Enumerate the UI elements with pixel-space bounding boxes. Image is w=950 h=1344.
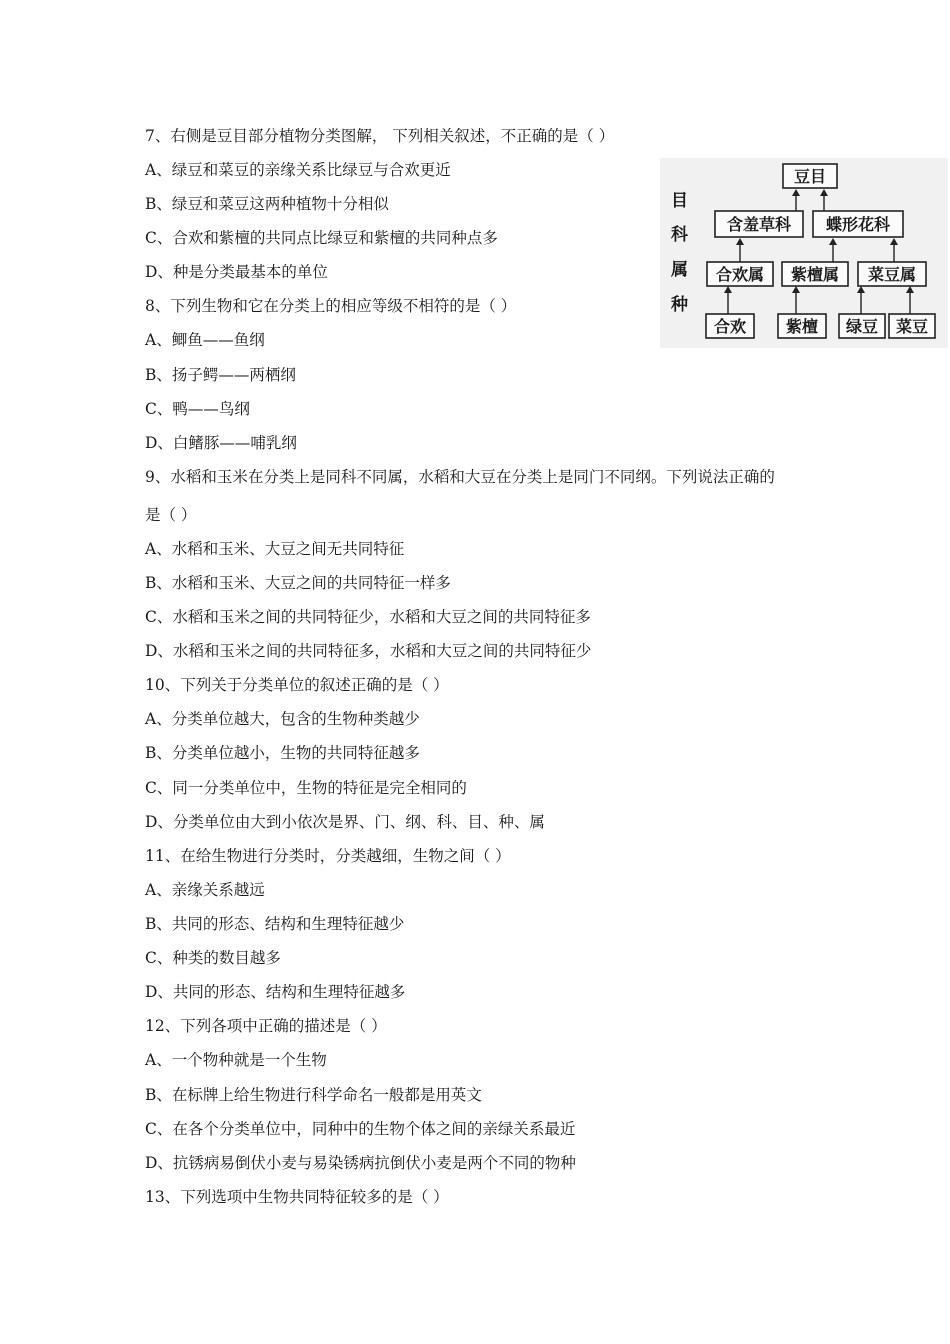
q11-option-a: A、亲缘关系越远	[145, 881, 265, 899]
q7-option-b: B、绿豆和菜豆这两种植物十分相似	[145, 195, 389, 213]
q7-option-d: D、种是分类最基本的单位	[145, 263, 328, 281]
q7-option-a: A、绿豆和菜豆的亲缘关系比绿豆与合欢更近	[145, 161, 451, 179]
rank-label-family: 科	[671, 225, 688, 245]
q10-stem: 10、下列关于分类单位的叙述正确的是（ ）	[145, 676, 449, 694]
arrow-head	[857, 286, 865, 293]
q8-stem: 8、下列生物和它在分类上的相应等级不相符的是（ ）	[145, 297, 517, 315]
arrow-head	[724, 286, 732, 293]
q9-stem-cont: 是（ ）	[145, 506, 197, 524]
q8-option-c: C、鸭——鸟纲	[145, 400, 250, 418]
node-genus-3-label: 菜豆属	[867, 265, 917, 284]
classification-diagram	[660, 158, 948, 348]
q12-option-a: A、一个物种就是一个生物	[145, 1051, 327, 1069]
node-genus-1-label: 合欢属	[715, 265, 765, 284]
node-order-label: 豆目	[793, 167, 827, 186]
arrow-head	[906, 286, 914, 293]
q12-stem: 12、下列各项中正确的描述是（ ）	[145, 1017, 387, 1035]
node-species-4-label: 菜豆	[895, 317, 929, 336]
q13-stem: 13、下列选项中生物共同特征较多的是（ ）	[145, 1188, 449, 1206]
q10-option-d: D、分类单位由大到小依次是界、门、纲、科、目、种、属	[145, 813, 545, 831]
q12-option-b: B、在标牌上给生物进行科学命名一般都是用英文	[145, 1086, 482, 1104]
q9-option-a: A、水稻和玉米、大豆之间无共同特征	[145, 540, 405, 558]
q8-option-a: A、鲫鱼——鱼纲	[145, 331, 265, 349]
q11-stem: 11、在给生物进行分类时，分类越细，生物之间（ ）	[145, 847, 511, 865]
arrow-head	[829, 238, 837, 245]
node-family-1-label: 含羞草科	[726, 215, 792, 234]
q10-option-c: C、同一分类单位中，生物的特征是完全相同的	[145, 779, 467, 797]
classification-diagram-svg	[660, 158, 948, 348]
rank-label-genus: 属	[671, 260, 688, 280]
q11-option-c: C、种类的数目越多	[145, 949, 281, 967]
node-genus-2-label: 紫檀属	[790, 265, 840, 284]
rank-label-order: 目	[671, 191, 688, 211]
q7-stem: 7、右侧是豆目部分植物分类图解， 下列相关叙述，不正确的是（ ）	[145, 127, 615, 145]
q8-option-d: D、白鳍豚——哺乳纲	[145, 434, 297, 452]
q11-option-d: D、共同的形态、结构和生理特征越多	[145, 983, 406, 1001]
node-species-2-label: 紫檀	[785, 317, 819, 336]
q11-option-b: B、共同的形态、结构和生理特征越少	[145, 915, 405, 933]
arrow-head	[820, 189, 828, 196]
q10-option-a: A、分类单位越大，包含的生物种类越少	[145, 710, 420, 728]
q9-option-c: C、水稻和玉米之间的共同特征少，水稻和大豆之间的共同特征多	[145, 608, 591, 626]
arrow-head	[890, 238, 898, 245]
arrow-head	[792, 189, 800, 196]
arrow-head	[792, 286, 800, 293]
q9-option-d: D、水稻和玉米之间的共同特征多，水稻和大豆之间的共同特征少	[145, 642, 592, 660]
node-species-1-label: 合欢	[713, 317, 747, 336]
q7-option-c: C、合欢和紫檀的共同点比绿豆和紫檀的共同种点多	[145, 229, 498, 247]
node-family-2-label: 蝶形花科	[825, 215, 891, 234]
q8-option-b: B、扬子鳄——两栖纲	[145, 366, 296, 384]
q9-option-b: B、水稻和玉米、大豆之间的共同特征一样多	[145, 574, 451, 592]
q12-option-c: C、在各个分类单位中，同种中的生物个体之间的亲绿关系最近	[145, 1120, 576, 1138]
node-species-3-label: 绿豆	[845, 317, 879, 336]
arrows	[724, 189, 917, 314]
q10-option-b: B、分类单位越小，生物的共同特征越多	[145, 744, 420, 762]
rank-label-species: 种	[671, 295, 688, 315]
q9-stem: 9、水稻和玉米在分类上是同科不同属，水稻和大豆在分类上是同门不同纲。下列说法正确的	[145, 468, 775, 486]
q12-option-d: D、抗锈病易倒伏小麦与易染锈病抗倒伏小麦是两个不同的物种	[145, 1154, 576, 1172]
arrow-head	[736, 238, 744, 245]
